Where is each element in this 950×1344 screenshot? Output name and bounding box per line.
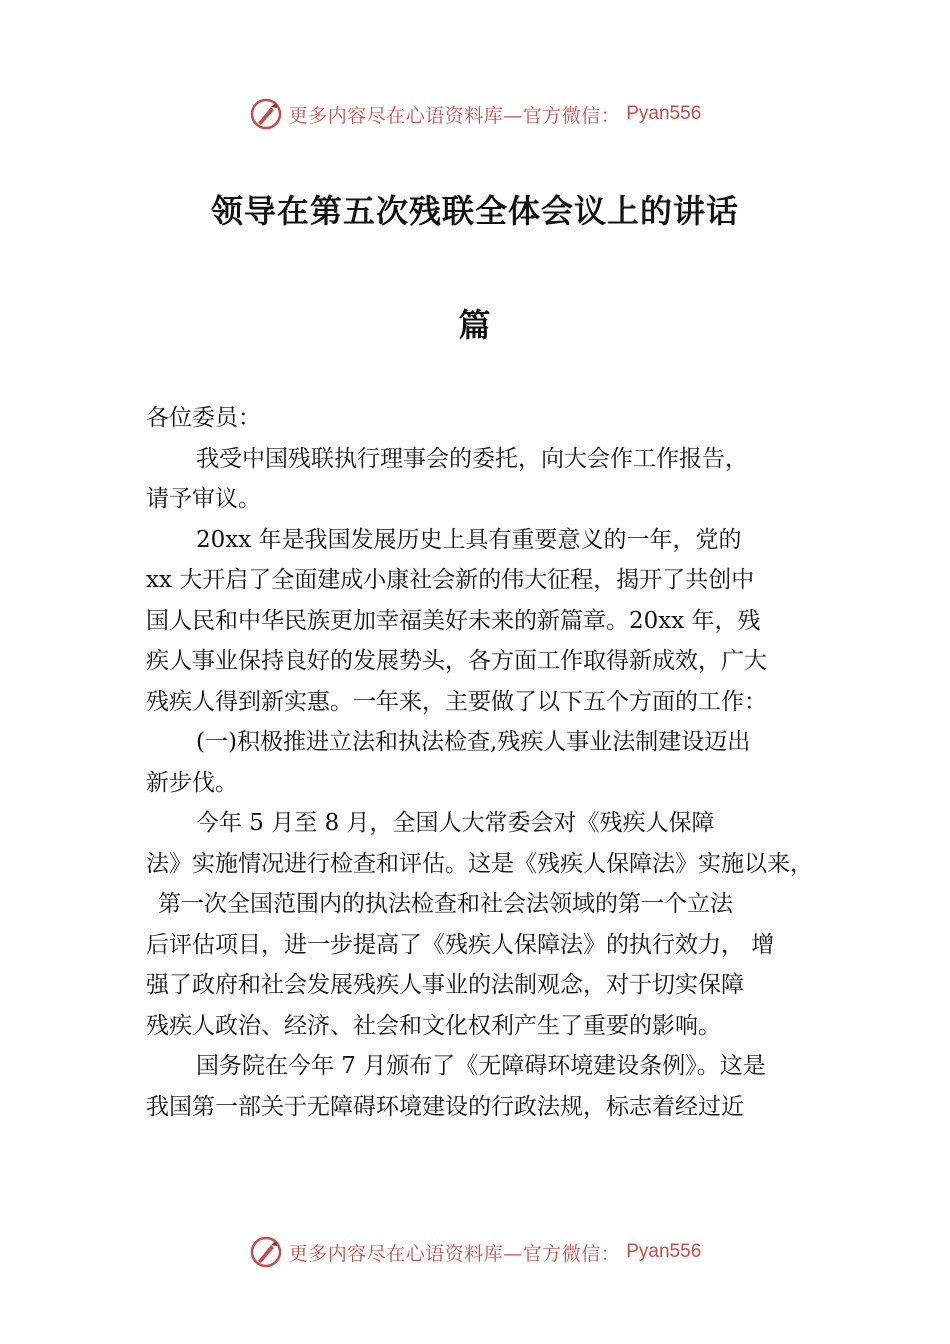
body-line: 残疾人得到新实惠。一年来，主要做了以下五个方面的工作：: [146, 688, 767, 715]
body-line: 强了政府和社会发展残疾人事业的法制观念，对于切实保障: [146, 972, 744, 998]
body-line: 疾人事业保持良好的发展势头，各方面工作取得新成效，广大: [146, 648, 767, 674]
body-line: 我受中国残联执行理事会的委托，向大会作工作报告，: [196, 445, 748, 472]
body-line: 后评估项目，进一步提高了《残疾人保障法》的执行效力， 增: [146, 931, 775, 958]
watermark-header: [0, 94, 950, 134]
watermark-footer: [0, 1232, 950, 1272]
body-line: 国务院在今年 7 月颁布了《无障碍环境建设条例》。这是: [196, 1053, 766, 1079]
body-line: 我国第一部关于无障碍环境建设的行政法规，标志着经过近: [146, 1093, 744, 1120]
document-body: [146, 398, 836, 1127]
document-title-continued: 篇: [458, 306, 492, 344]
body-line: 法》实施情况进行检查和评估。这是《残疾人保障法》实施以来，: [146, 850, 813, 877]
watermark-text: 更多内容尽在心语资料库—官方微信：: [288, 1242, 621, 1265]
section-heading: (一)积极推进立法和执法检查,残疾人事业法制建设迈出: [196, 729, 751, 755]
watermark-text: 更多内容尽在心语资料库—官方微信：: [288, 104, 621, 127]
document-title: 领导在第五次残联全体会议上的讲话: [210, 192, 739, 230]
body-line: 残疾人政治、经济、社会和文化权利产生了重要的影响。: [146, 1012, 721, 1039]
watermark-handle: Pyan556: [626, 103, 702, 124]
watermark-handle: Pyan556: [626, 1241, 702, 1262]
body-line: 20xx 年是我国发展历史上具有重要意义的一年，党的: [196, 526, 742, 553]
quill-logo-icon: [249, 97, 283, 131]
body-line: 第一次全国范围内的执法检查和社会法领域的第一个立法: [158, 891, 733, 917]
body-line: 国人民和中华民族更加幸福美好未来的新篇章。20xx 年，残: [146, 607, 761, 634]
quill-logo-icon: [249, 1235, 283, 1269]
body-line: 新步伐。: [146, 769, 238, 796]
body-line: 今年 5 月至 8 月，全国人大常委会对《残疾人保障: [196, 810, 715, 836]
body-line: xx 大开启了全面建成小康社会新的伟大征程，揭开了共创中: [146, 567, 755, 593]
salutation: 各位委员：: [146, 405, 261, 431]
body-line: 请予审议。: [146, 486, 261, 512]
